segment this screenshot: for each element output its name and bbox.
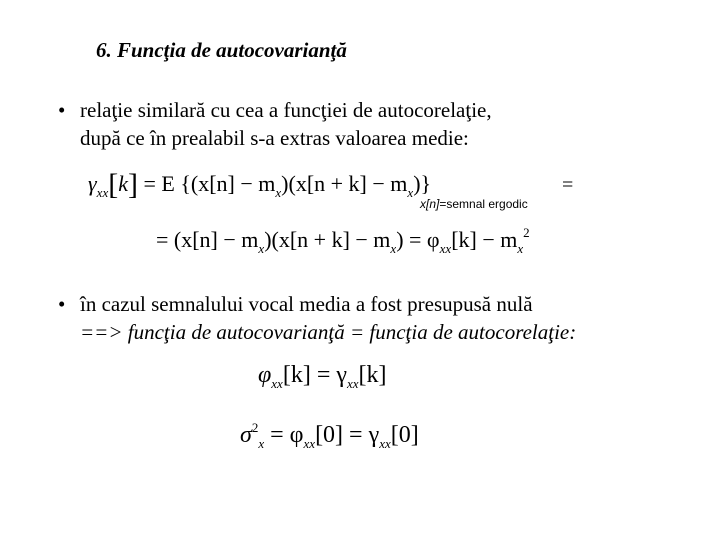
bullet-marker: •	[58, 292, 66, 316]
slide-title: 6. Funcţia de autocovarianţă	[96, 38, 347, 62]
bullet-2-line-2: ==> funcţia de autocovarianţă = funcţia de autocorelaţie:	[80, 320, 577, 344]
equation-autocovariance-line-2: = $(x[n] - m_x)(x[n + k] - m_x) = \varphi_{xx}[k] - m_x^2$	[156, 225, 530, 256]
bullet-2	[58, 290, 533, 318]
bullet-1-line-1: relaţie similară cu cea a funcţiei de autocorelaţie,	[80, 98, 492, 122]
bullet-marker: •	[58, 98, 66, 122]
equation-phi-equals-gamma: $\varphi_{xx}[k] = \gamma_{xx}[k]$	[258, 362, 387, 391]
equation-variance: $\sigma^2_x = \varphi_{xx}[0] = \gamma_{xx}[0]$	[240, 420, 419, 451]
bullet-1-line-2: după ce în prealabil s-a extras valoarea medie:	[80, 126, 469, 150]
equation-autocovariance-line-1: $\gamma_{xx}[k] = E$ $\{(x[n] - m_x)(x[n + k] - m_x)\}$	[88, 168, 432, 201]
ergodic-condition: x[n]=semnal ergodic	[420, 197, 528, 211]
equation-line-1-equals: =	[562, 174, 574, 196]
bullet-1	[58, 96, 492, 124]
bullet-2-line-1: în cazul semnalului vocal media a fost presupusă nulă	[80, 292, 533, 316]
